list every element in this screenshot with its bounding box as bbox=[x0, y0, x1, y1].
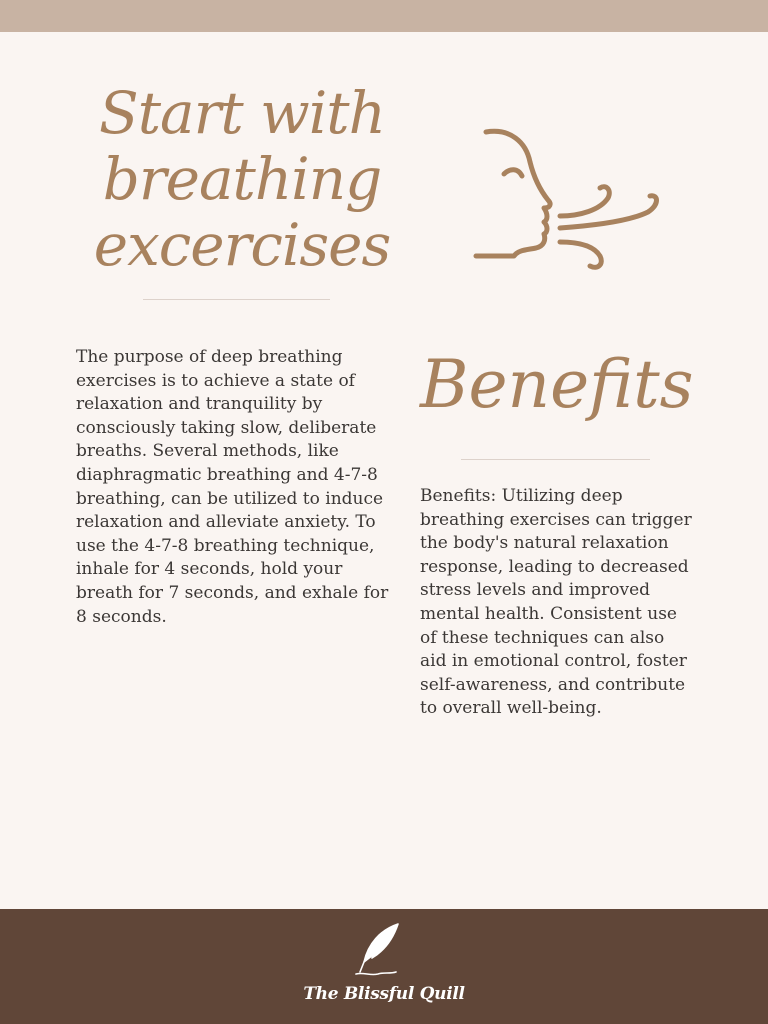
benefits-heading: Benefits bbox=[420, 346, 694, 423]
benefits-paragraph: Benefits: Utilizing deep breathing exercises can trigger the body's natural relaxation response, leading to decreased stress levels and improved mental health. Consistent use of these techniques can also aid in emotional control, foster self-awareness, and contribute to overall well-being. bbox=[420, 486, 692, 719]
benefits-divider bbox=[461, 459, 650, 460]
top-bar bbox=[0, 0, 768, 32]
page-title: Start with breathing excercises bbox=[93, 79, 391, 279]
intro-paragraph: The purpose of deep breathing exercises is to achieve a state of relaxation and tranquility by consciously taking slow, deliberate breaths. Several methods, like diaphragmatic breathing and 4-7-8 breathing, can be utilized to induce relaxation and alleviate anxiety. To use the 4-7-8 breathing technique, inhale for 4 seconds, hold your breath for 7 seconds, and exhale for 8 seconds. bbox=[76, 347, 389, 627]
title-divider bbox=[143, 299, 330, 300]
breathing-face-icon bbox=[468, 124, 664, 278]
quill-feather-icon bbox=[350, 922, 406, 980]
brand-name: The Blissful Quill bbox=[303, 984, 465, 1004]
